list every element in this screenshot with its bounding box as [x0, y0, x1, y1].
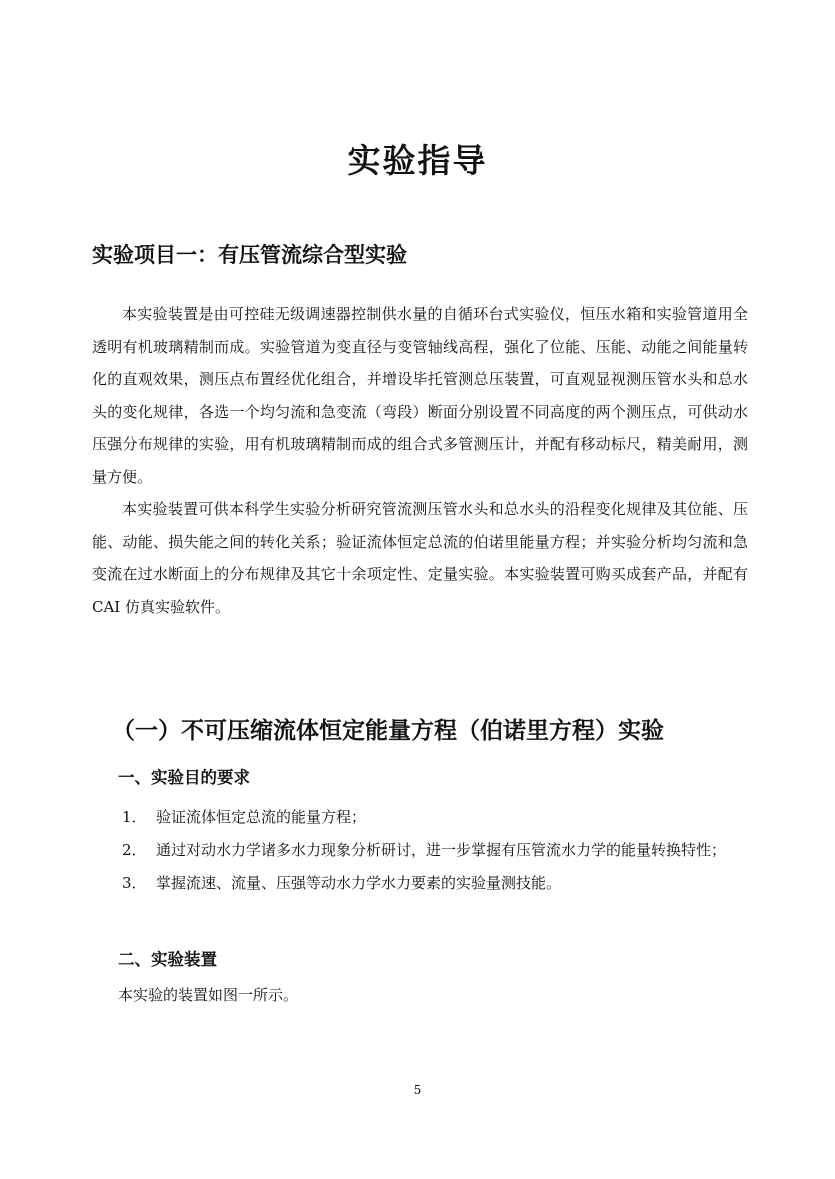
intro-paragraph: 本实验装置是由可控硅无级调速器控制供水量的自循环台式实验仪，恒压水箱和实验管道用全透明有机玻璃精制而成。实验管道为变直径与变管轴线高程，强化了位能、压能、动能之间能量转化的直观效果，测压点布置经优化组合，并增设毕托管测总压装置，可直观显视测压管水头和总水头的变化规律，各选一个均匀流和急变流（弯段）断面分别设置不同高度的两个测压点，可供动水压强分布规律的实验，用有机玻璃精制而成的组合式多管测压计，并配有移动标尺，精美耐用，测量方便。: [92, 305, 748, 486]
list-item: [122, 834, 748, 867]
requirements-list: [122, 801, 748, 900]
page-number: 5: [413, 1083, 422, 1097]
list-item-text: 掌握流速、流量、压强等动水力学水力要素的实验量测技能。: [156, 874, 562, 892]
list-item: [122, 801, 748, 834]
list-item-number: 1．: [122, 808, 147, 826]
list-item-text: 通过对动水力学诸多水力现象分析研讨，进一步掌握有压管流水力学的能量转换特性；: [156, 841, 727, 859]
list-item-number: 3．: [122, 874, 147, 892]
intro-paragraph: 本实验装置可供本科学生实验分析研究管流测压管水头和总水头的沿程变化规律及其位能、压能、动能、损失能之间的转化关系；验证流体恒定总流的伯诺里能量方程；并实验分析均匀流和急变流在过水断面上的分布规律及其它十余项定性、定量实验。本实验装置可购买成套产品，并配有 CAI 仿真实验软件。: [92, 500, 748, 616]
list-item: [122, 867, 748, 900]
apparatus-description: 本实验的装置如图一所示。: [118, 986, 299, 1004]
project-title: 实验项目一：有压管流综合型实验: [92, 243, 407, 267]
subsection-heading-objectives: 一、实验目的要求: [118, 768, 250, 787]
list-item-number: 2．: [122, 841, 147, 859]
document-title: 实验指导: [347, 141, 488, 180]
intro-section: [92, 298, 748, 623]
section-title: （一）不可压缩流体恒定能量方程（伯诺里方程）实验: [112, 718, 664, 744]
subsection-heading-apparatus: 二、实验装置: [118, 950, 217, 969]
list-item-text: 验证流体恒定总流的能量方程；: [156, 808, 367, 826]
